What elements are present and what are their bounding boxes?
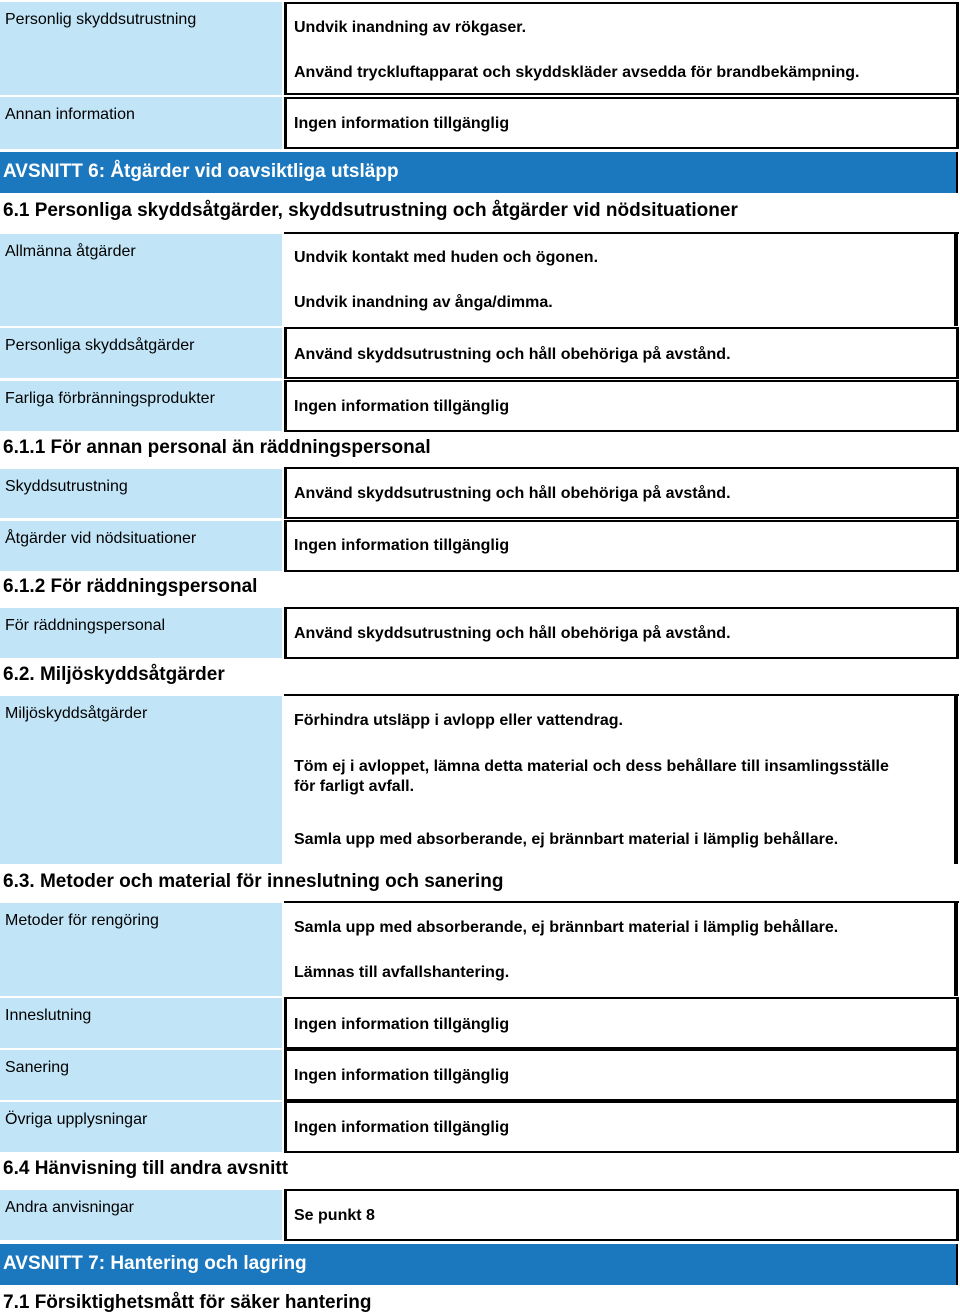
- row-value-box: [284, 1189, 959, 1241]
- row-label-personliga-skyddsatgarder: Personliga skyddsåtgärder: [0, 328, 282, 378]
- row-label-allmanna-atgarder: Allmänna åtgärder: [0, 234, 282, 326]
- row-label-inneslutning: Inneslutning: [0, 998, 282, 1048]
- row-value-line: Ingen information tillgänglig: [294, 1016, 510, 1033]
- heading-7-1: 7.1 Försiktighetsmått för säker hantering: [3, 1292, 372, 1313]
- row-label-miljoskyddsatgarder: Miljöskyddsåtgärder: [0, 696, 282, 864]
- row-label-ovriga-upplysningar: Övriga upplysningar: [0, 1102, 282, 1152]
- row-value-line: Ingen information tillgänglig: [294, 1119, 510, 1136]
- row-value-line: Ingen information tillgänglig: [294, 537, 510, 554]
- row-value-line: Samla upp med absorberande, ej brännbart material i lämplig behållare.: [294, 919, 839, 936]
- row-value-line: Se punkt 8: [294, 1207, 375, 1224]
- row-value-line: Lämnas till avfallshantering.: [294, 964, 510, 981]
- row-value-line: Töm ej i avloppet, lämna detta material och dess behållare till insamlingsställe för farligt avfall.: [294, 758, 889, 795]
- row-label-andra-anvisningar: Andra anvisningar: [0, 1190, 282, 1240]
- row-label-farliga-forbranningsprodukter: Farliga förbränningsprodukter: [0, 381, 282, 431]
- row-label-annan-information: Annan information: [0, 97, 282, 149]
- row-value-line: Använd skyddsutrustning och håll obehöriga på avstånd.: [294, 346, 731, 363]
- row-label-sanering: Sanering: [0, 1050, 282, 1100]
- row-value-line: Använd tryckluftapparat och skyddskläder avsedda för brandbekämpning.: [294, 64, 860, 81]
- row-label-personlig-skyddsutrustning: Personlig skyddsutrustning: [0, 2, 282, 95]
- heading-6-2: 6.2. Miljöskyddsåtgärder: [3, 664, 225, 685]
- row-value-line: Undvik inandning av ånga/dimma.: [294, 294, 553, 311]
- heading-6-1-1: 6.1.1 För annan personal än räddningspersonal: [3, 437, 431, 458]
- row-value-line: Förhindra utsläpp i avlopp eller vattendrag.: [294, 712, 623, 729]
- row-value-line: Samla upp med absorberande, ej brännbart material i lämplig behållare.: [294, 831, 839, 848]
- row-label-metoder-for-rengoring: Metoder för rengöring: [0, 903, 282, 996]
- row-value-line: Undvik kontakt med huden och ögonen.: [294, 249, 599, 266]
- divider: [954, 694, 958, 864]
- row-value-line: Ingen information tillgänglig: [294, 1067, 510, 1084]
- row-label-for-raddningspersonal: För räddningspersonal: [0, 608, 282, 658]
- section-7-band: AVSNITT 7: Hantering och lagring: [0, 1244, 958, 1285]
- row-value-line: Ingen information tillgänglig: [294, 398, 510, 415]
- heading-6-4: 6.4 Hänvisning till andra avsnitt: [3, 1158, 289, 1179]
- row-value-line: Undvik inandning av rökgaser.: [294, 19, 527, 36]
- row-label-atgarder-vid-nodsituationer: Åtgärder vid nödsituationer: [0, 521, 282, 571]
- section-6-band: AVSNITT 6: Åtgärder vid oavsiktliga utsläpp: [0, 152, 958, 193]
- heading-6-3: 6.3. Metoder och material för inneslutning och sanering: [3, 871, 504, 892]
- row-value-line: Använd skyddsutrustning och håll obehöriga på avstånd.: [294, 485, 731, 502]
- divider: [954, 901, 958, 996]
- divider: [954, 232, 958, 326]
- row-value-line: Ingen information tillgänglig: [294, 115, 510, 132]
- heading-6-1-2: 6.1.2 För räddningspersonal: [3, 576, 258, 597]
- row-label-skyddsutrustning: Skyddsutrustning: [0, 469, 282, 518]
- row-value-line: Använd skyddsutrustning och håll obehöriga på avstånd.: [294, 625, 731, 642]
- heading-6-1: 6.1 Personliga skyddsåtgärder, skyddsutrustning och åtgärder vid nödsituationer: [3, 200, 738, 221]
